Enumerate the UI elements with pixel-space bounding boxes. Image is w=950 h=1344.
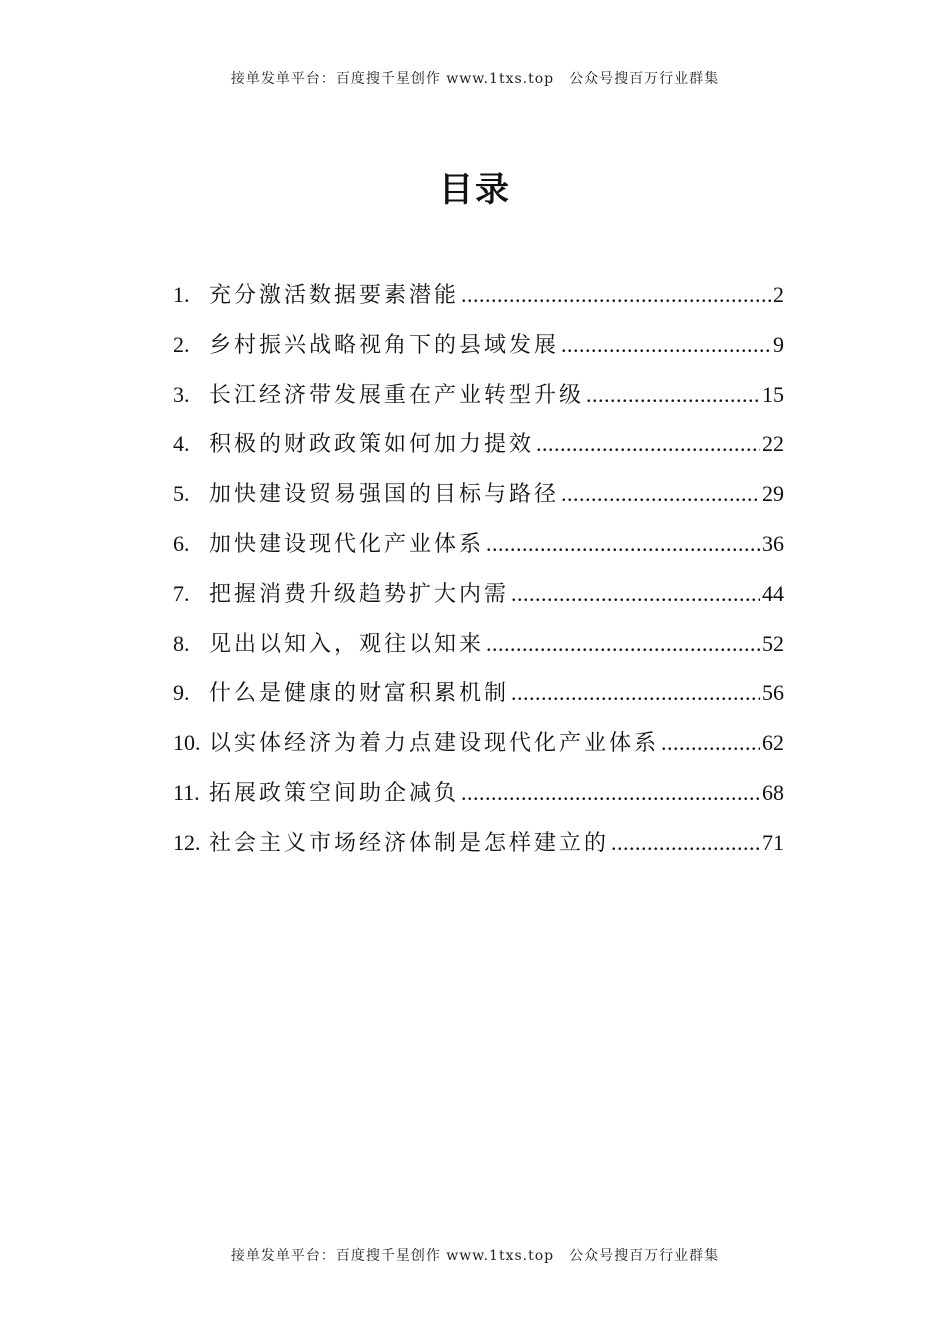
toc-dot-leader	[486, 519, 760, 569]
toc-entry-page: 2	[773, 282, 784, 307]
toc-entry-page: 22	[762, 431, 784, 457]
toc-entry-title: 社会主义市场经济体制是怎样建立的	[209, 830, 610, 856]
toc-entry-number: 5.	[173, 481, 190, 507]
toc-entry-12[interactable]	[173, 818, 784, 868]
toc-entry-7[interactable]	[173, 569, 784, 619]
toc-dot-leader	[586, 370, 760, 420]
toc-entry-number: 3.	[173, 381, 190, 407]
toc-entry-number: 11.	[173, 779, 200, 805]
page-header: 接单发单平台：百度搜千星创作 www.1txs.top 公众号搜百万行业群集	[230, 71, 720, 87]
toc-entry-title: 加快建设现代化产业体系	[209, 531, 485, 557]
toc-entry-page: 62	[762, 730, 784, 756]
toc-dot-leader	[611, 818, 760, 868]
toc-entry-page: 56	[762, 680, 784, 706]
toc-entry-page: 52	[762, 630, 784, 656]
toc-entry-title: 什么是健康的财富积累机制	[209, 681, 510, 707]
toc-dot-leader	[511, 668, 760, 718]
toc-dot-leader	[661, 718, 760, 768]
toc-entry-page: 36	[762, 530, 784, 556]
toc-entry-2[interactable]	[173, 320, 784, 370]
toc-entry-title: 把握消费升级趋势扩大内需	[209, 581, 510, 607]
toc-entry-number: 10.	[173, 730, 201, 756]
toc-dot-leader	[511, 569, 760, 619]
toc-entry-title: 拓展政策空间助企减负	[209, 780, 460, 806]
toc-entry-number: 7.	[173, 580, 190, 606]
toc-entry-page: 9	[773, 331, 784, 357]
toc-entry-3[interactable]	[173, 370, 784, 420]
toc-entry-page: 15	[762, 381, 784, 407]
toc-entry-title: 见出以知入，观往以知来	[209, 631, 485, 657]
toc-entry-page: 71	[762, 829, 784, 855]
toc-entry-11[interactable]	[173, 768, 784, 818]
toc-entry-title: 积极的财政政策如何加力提效	[209, 432, 535, 458]
toc-entry-number: 12.	[173, 829, 201, 855]
page-title: 目录	[439, 170, 511, 210]
toc-entry-10[interactable]	[173, 718, 784, 768]
toc-entry-number: 8.	[173, 630, 190, 656]
toc-entry-title: 充分激活数据要素潜能	[209, 283, 460, 308]
toc-entry-page: 68	[762, 779, 784, 805]
toc-entry-4[interactable]	[173, 419, 784, 469]
toc-entry-1[interactable]	[173, 270, 784, 320]
toc-dot-leader	[561, 320, 771, 370]
toc-entry-8[interactable]	[173, 619, 784, 669]
toc-dot-leader	[461, 768, 760, 818]
toc-entry-title: 以实体经济为着力点建设现代化产业体系	[209, 731, 660, 757]
toc-entry-number: 6.	[173, 530, 190, 556]
toc-entry-number: 1.	[173, 282, 190, 307]
toc-dot-leader	[561, 469, 760, 519]
toc-entry-number: 2.	[173, 331, 190, 357]
page-footer: 接单发单平台：百度搜千星创作 www.1txs.top 公众号搜百万行业群集	[230, 1248, 720, 1264]
toc-entry-title: 乡村振兴战略视角下的县域发展	[209, 332, 560, 358]
toc-entry-number: 4.	[173, 431, 190, 457]
toc-entry-page: 44	[762, 580, 784, 606]
table-of-contents	[173, 270, 784, 868]
toc-entry-5[interactable]	[173, 469, 784, 519]
toc-entry-title: 加快建设贸易强国的目标与路径	[209, 482, 560, 508]
toc-entry-9[interactable]	[173, 668, 784, 718]
toc-dot-leader	[486, 619, 760, 669]
toc-entry-6[interactable]	[173, 519, 784, 569]
toc-dot-leader	[461, 270, 771, 320]
toc-entry-page: 29	[762, 481, 784, 507]
toc-entry-title: 长江经济带发展重在产业转型升级	[209, 382, 585, 408]
toc-entry-number: 9.	[173, 680, 190, 706]
toc-dot-leader	[536, 419, 760, 469]
